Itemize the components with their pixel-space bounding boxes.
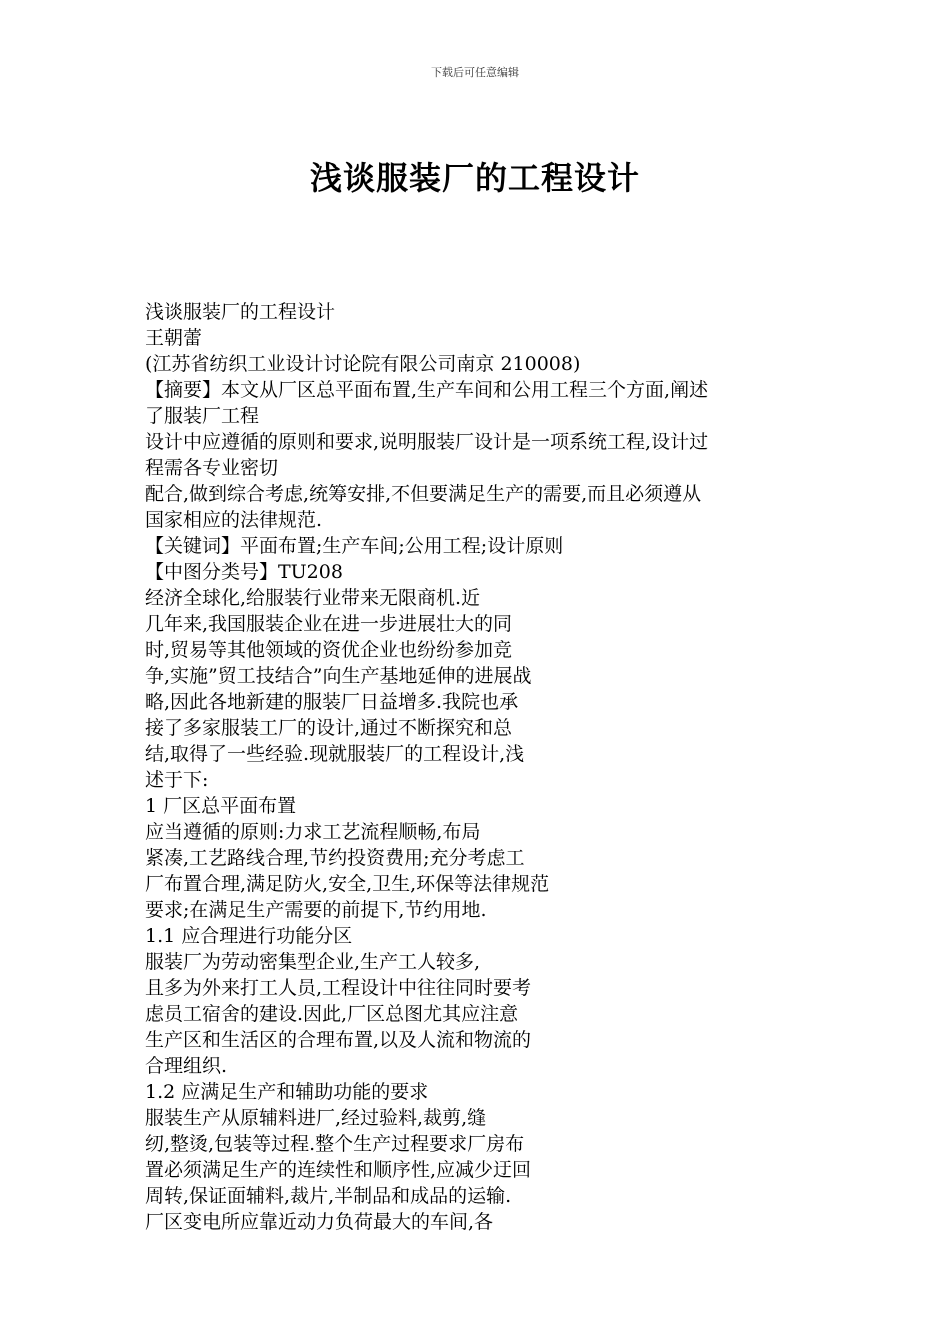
body-line: 周转,保证面辅料,裁片,半制品和成品的运输. (145, 1185, 512, 1207)
body-line: 接了多家服装工厂的设计,通过不断探究和总 (145, 717, 513, 739)
body-line: 合理组织. (145, 1055, 228, 1077)
body-line: 厂区变电所应靠近动力负荷最大的车间,各 (145, 1211, 494, 1233)
body-line: 【中图分类号】TU208 (145, 561, 343, 583)
body-line: 王朝蕾 (145, 327, 203, 349)
body-line: 配合,做到综合考虑,统筹安排,不但要满足生产的需要,而且必须遵从 (145, 483, 702, 505)
body-line: 国家相应的法律规范. (145, 509, 323, 531)
body-line: 略,因此各地新建的服装厂日益增多.我院也承 (145, 691, 519, 713)
body-line: 浅谈服装厂的工程设计 (145, 301, 336, 323)
body-line: 置必须满足生产的连续性和顺序性,应减少迂回 (145, 1159, 532, 1181)
section-heading: 1.2 应满足生产和辅助功能的要求 (145, 1081, 429, 1103)
body-line: 程需各专业密切 (145, 457, 279, 479)
body-line: (江苏省纺织工业设计讨论院有限公司南京 210008) (145, 353, 581, 375)
body-line: 【摘要】本文从厂区总平面布置,生产车间和公用工程三个方面,阐述 (145, 379, 709, 401)
body-line: 要求;在满足生产需要的前提下,节约用地. (145, 899, 487, 921)
section-heading: 1.1 应合理进行功能分区 (145, 925, 353, 947)
body-line: 几年来,我国服装企业在进一步进展壮大的同 (145, 613, 513, 635)
body-line: 述于下: (145, 769, 209, 791)
body-line: 纫,整烫,包装等过程.整个生产过程要求厂房布 (145, 1133, 525, 1155)
body-line: 服装生产从原辅料进厂,经过验料,裁剪,缝 (145, 1107, 487, 1129)
section-heading: 1 厂区总平面布置 (145, 795, 297, 817)
body-line: 结,取得了一些经验.现就服装厂的工程设计,浅 (145, 743, 525, 765)
body-line: 时,贸易等其他领域的资优企业也纷纷参加竞 (145, 639, 513, 661)
body-line: 服装厂为劳动密集型企业,生产工人较多, (145, 951, 481, 973)
body-line: 厂布置合理,满足防火,安全,卫生,环保等法律规范 (145, 873, 550, 895)
body-line: 经济全球化,给服装行业带来无限商机.近 (145, 587, 481, 609)
body-line: 应当遵循的原则:力求工艺流程顺畅,布局 (145, 821, 481, 843)
body-line: 且多为外来打工人员,工程设计中往往同时要考 (145, 977, 532, 999)
document-body (145, 299, 815, 1235)
body-line: 争,实施”贸工技结合”向生产基地延伸的进展战 (145, 665, 532, 687)
body-line: 虑员工宿舍的建设.因此,厂区总图尤其应注意 (145, 1003, 519, 1025)
body-line: 设计中应遵循的原则和要求,说明服装厂设计是一项系统工程,设计过 (145, 431, 709, 453)
body-line: 【关键词】平面布置;生产车间;公用工程;设计原则 (145, 535, 564, 557)
body-line: 生产区和生活区的合理布置,以及人流和物流的 (145, 1029, 532, 1051)
body-line: 了服装厂工程 (145, 405, 260, 427)
page-header-note: 下载后可任意编辑 (431, 66, 519, 79)
document-title: 浅谈服装厂的工程设计 (309, 159, 640, 197)
body-line: 紧凑,工艺路线合理,节约投资费用;充分考虑工 (145, 847, 525, 869)
